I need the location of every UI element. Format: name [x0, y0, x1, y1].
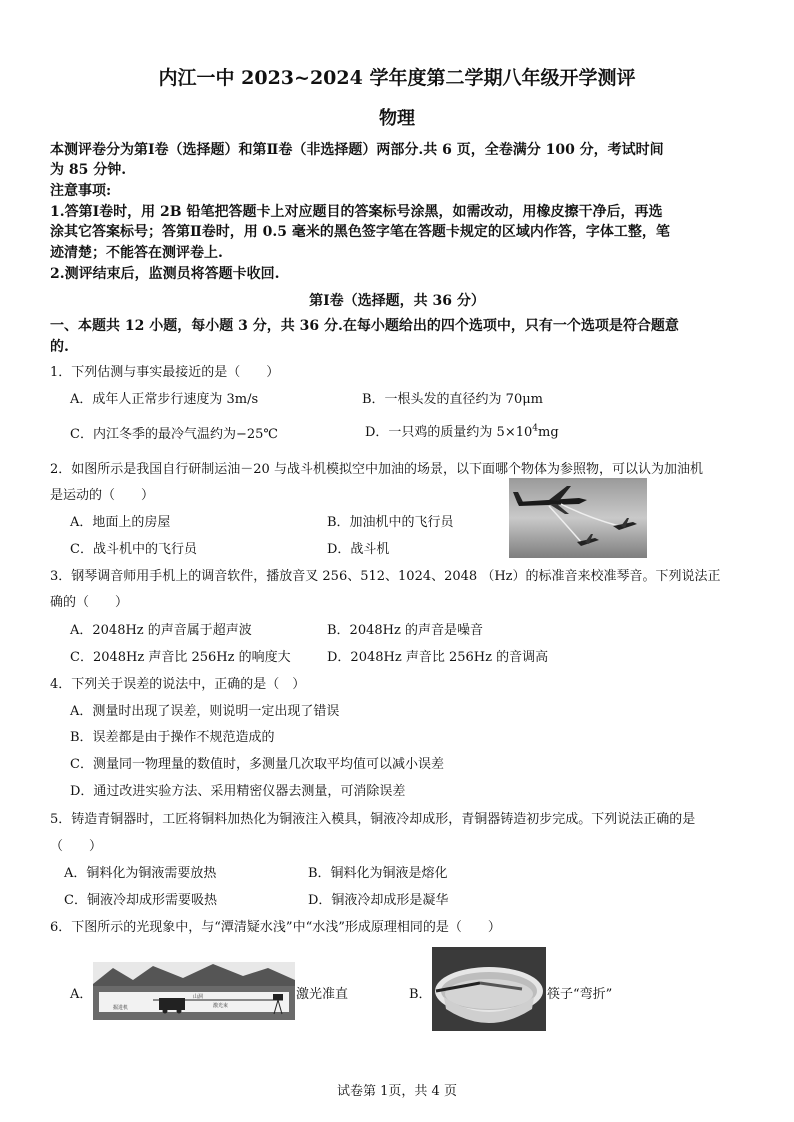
section-instruction-line-2: 的.: [50, 339, 69, 355]
notice-heading: 注意事项:: [50, 183, 112, 199]
notice-1-line-1: 1.答第Ⅰ卷时，用 2B 铅笔把答题卡上对应题目的答案标号涂黑，如需改动，用橡皮擦干净后，再选: [50, 204, 663, 220]
question-3-stem-2: 确的（ ）: [50, 595, 129, 610]
question-2-stem-1: 2．如图所示是我国自行研制运油－20 与战斗机模拟空中加油的场景，以下面哪个物体为参照物，可以认为加油机: [50, 462, 703, 477]
laser-tunnel-illustration: [93, 962, 295, 1020]
q2-option-c: C．战斗机中的飞行员: [70, 542, 197, 557]
intro-line-1: 本测评卷分为第Ⅰ卷（选择题）和第Ⅱ卷（非选择题）两部分.共 6 页，全卷满分 100 分，考试时间: [50, 142, 664, 158]
q1-option-d-exponent: 4: [532, 423, 538, 434]
q1-option-d-text: D．一只鸡的质量约为 5×10: [365, 425, 533, 440]
q3-option-a: A．2048Hz 的声音属于超声波: [70, 623, 252, 638]
q1-option-c: C．内江冬季的最冷气温约为−25℃: [70, 427, 278, 442]
aerial-refueling-illustration: [509, 478, 647, 558]
q2-option-d: D．战斗机: [327, 542, 390, 557]
laser-alignment-picture: [93, 962, 295, 1020]
q4-option-c: C．测量同一物理量的数值时，多测量几次取平均值可以减小误差: [70, 757, 444, 772]
page-footer: 试卷第 1页，共 4 页: [337, 1084, 457, 1099]
q6-option-b-caption: 筷子“弯折”: [547, 987, 613, 1002]
section-instruction-line-1: 一、本题共 12 小题，每小题 3 分，共 36 分.在每小题给出的四个选项中，只有一个选项是符合题意: [50, 318, 679, 334]
q4-option-a: A．测量时出现了误差，则说明一定出现了错误: [70, 704, 340, 719]
intro-line-2: 为 85 分钟.: [50, 162, 127, 178]
q5-option-a: A．铜料化为铜液需要放热: [64, 866, 217, 881]
notice-2: 2.测评结束后，监测员将答题卡收回.: [50, 266, 280, 282]
question-2-stem-2: 是运动的（ ）: [50, 488, 155, 503]
section-heading: 第Ⅰ卷（选择题，共 36 分）: [309, 293, 485, 309]
question-3-stem-1: 3．钢琴调音师用手机上的调音软件，播放音叉 256、512、1024、2048 （Hz）的标准音来校准琴音。下列说法正: [50, 569, 721, 584]
q5-option-c: C．铜液冷却成形需要吸热: [64, 893, 217, 908]
q3-option-c: C．2048Hz 声音比 256Hz 的响度大: [70, 650, 291, 665]
q4-option-d: D．通过改进实验方法、采用精密仪器去测量，可消除误差: [70, 784, 406, 799]
notice-1-line-3: 迹清楚；不能答在测评卷上.: [50, 245, 223, 261]
q3-option-d: D．2048Hz 声音比 256Hz 的音调高: [327, 650, 549, 665]
chopsticks-in-bowl-photo: [432, 947, 546, 1031]
q6-option-a-label: A．: [70, 987, 93, 1002]
q4-option-b: B．误差都是由于操作不规范造成的: [70, 730, 275, 745]
q1-option-b: B．一根头发的直径约为 70μm: [362, 392, 544, 407]
q1-option-d: [365, 421, 559, 440]
aerial-refueling-photo: [509, 478, 647, 558]
question-6-stem: 6．下图所示的光现象中，与“潭清疑水浅”中“水浅”形成原理相同的是（ ）: [50, 920, 501, 935]
bowl-chopsticks-illustration: [432, 947, 546, 1031]
q2-option-b: B．加油机中的飞行员: [327, 515, 454, 530]
q1-option-d-unit: mg: [538, 425, 559, 440]
q6-option-b-label: B．: [409, 987, 432, 1002]
tunnel-label: 山洞: [193, 994, 204, 1000]
question-4-stem: 4．下列关于误差的说法中，正确的是（ ）: [50, 677, 306, 692]
question-5-stem-1: 5．铸造青铜器时，工匠将铜料加热化为铜液注入模具，铜液冷却成形，青铜器铸造初步完成。下列说法正确的是: [50, 812, 696, 827]
q5-option-b: B．铜料化为铜液是熔化: [308, 866, 448, 881]
question-5-stem-2: （ ）: [50, 839, 103, 854]
q2-option-a: A．地面上的房屋: [70, 515, 171, 530]
tunneling-machine-label: 掘进机: [113, 1005, 129, 1011]
q3-option-b: B．2048Hz 的声音是噪音: [327, 623, 483, 638]
q1-option-a: A．成年人正常步行速度为 3m/s: [70, 392, 259, 407]
laser-beam-label: 激光束: [213, 1003, 229, 1009]
exam-title: 内江一中 2023~2024 学年度第二学期八年级开学测评: [158, 67, 636, 89]
notice-1-line-2: 涂其它答案标号；答第Ⅱ卷时，用 0.5 毫米的黑色签字笔在答题卡规定的区域内作答，字体工整，笔: [50, 224, 670, 240]
q5-option-d: D．铜液冷却成形是凝华: [308, 893, 449, 908]
subject-title: 物理: [379, 108, 415, 129]
q6-option-a-caption: 激光准直: [296, 987, 349, 1002]
question-1-stem: 1．下列估测与事实最接近的是（ ）: [50, 365, 280, 380]
